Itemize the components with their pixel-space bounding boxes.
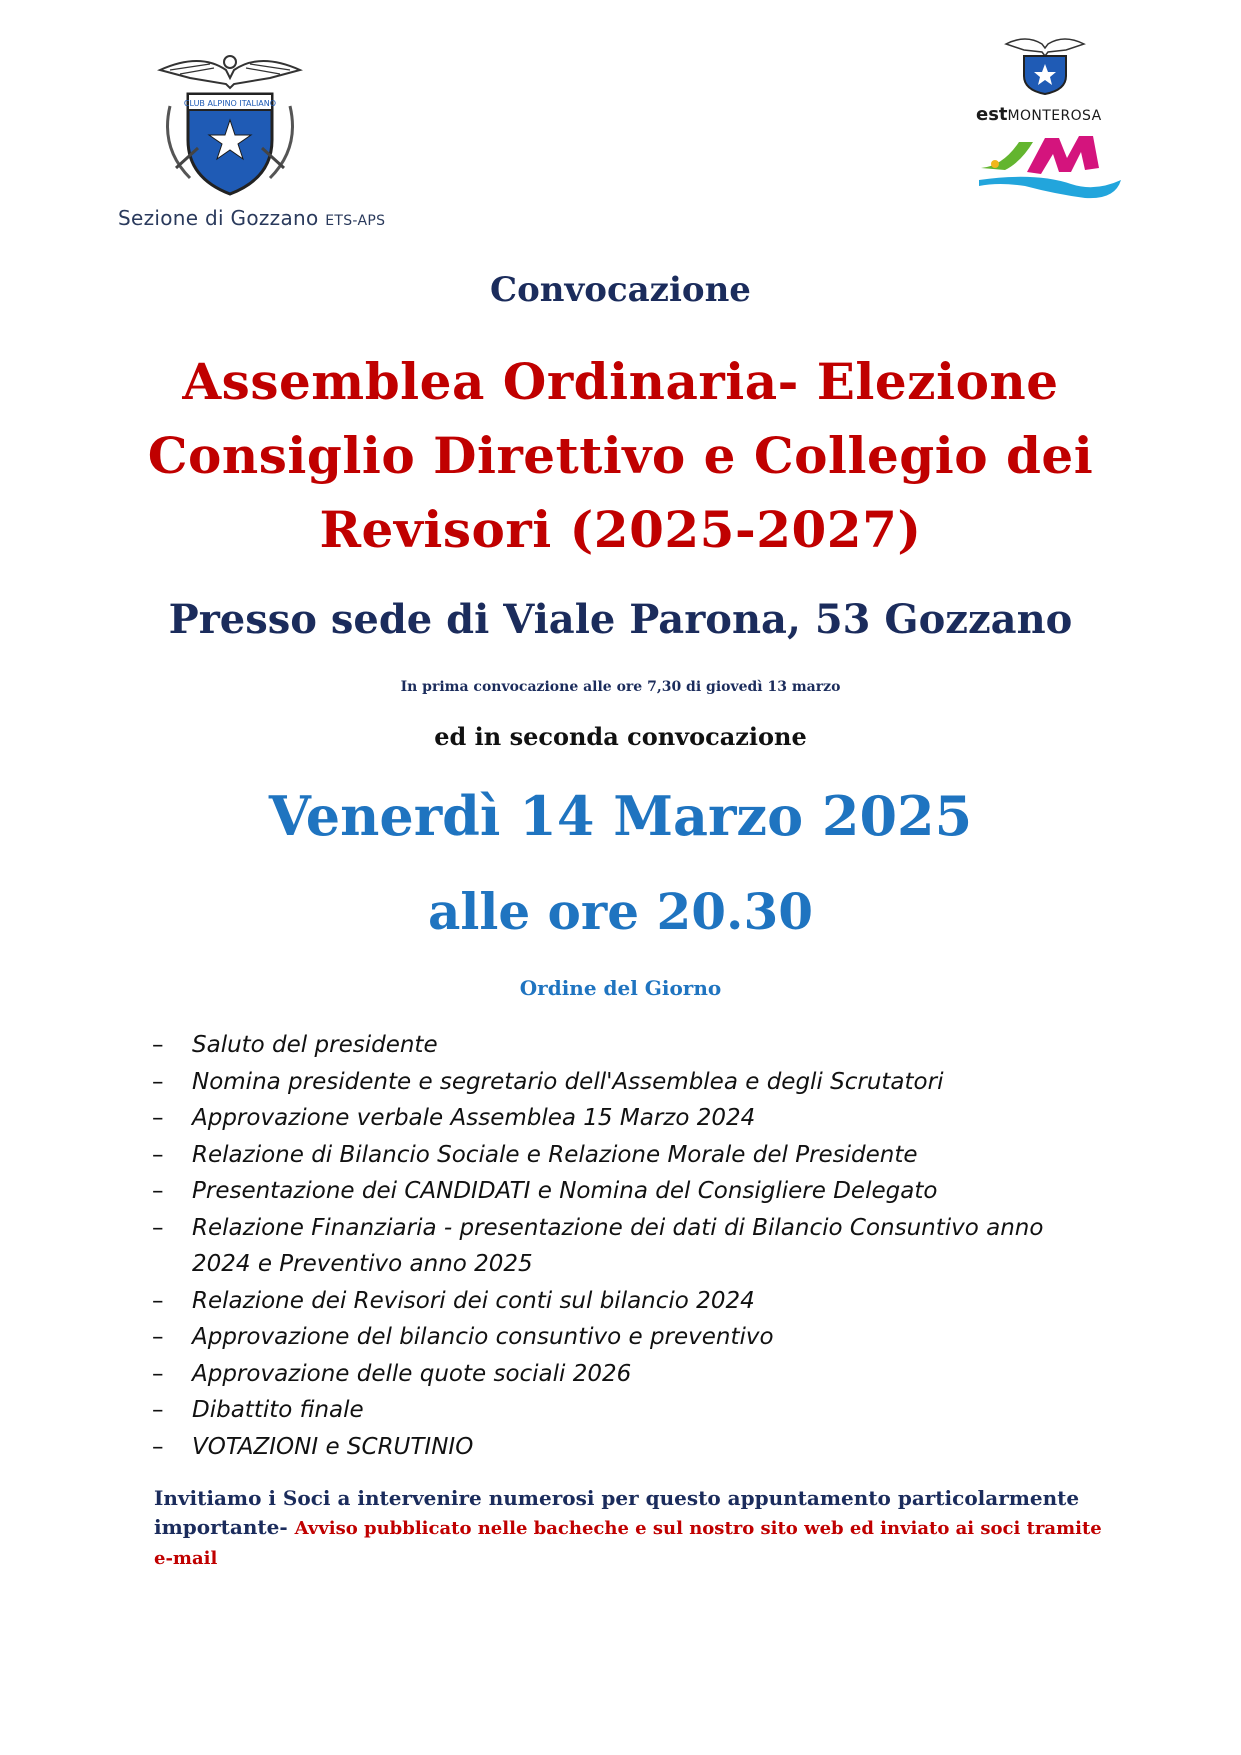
assembly-title-line-3: Revisori (2025-2027) xyxy=(319,500,922,559)
agenda-bullet: – xyxy=(152,1032,164,1058)
footer-notice-text: Avviso pubblicato nelle bacheche e sul nostro sito web ed inviato ai soci tramite e-mail xyxy=(154,1518,1102,1569)
est-monterosa-logo-icon xyxy=(975,128,1125,204)
agenda-bullet: – xyxy=(152,1287,164,1314)
agenda-bullet: – xyxy=(152,1105,164,1131)
agenda-item-text: Approvazione delle quote sociali 2026 xyxy=(192,1360,632,1387)
agenda-item-text: Presentazione dei CANDIDATI e Nomina del Consigliere Delegato xyxy=(192,1178,938,1204)
agenda-list xyxy=(152,1027,1092,1465)
first-call-notice: In prima convocazione alle ore 7,30 di giovedì 13 marzo xyxy=(400,679,841,695)
agenda-item xyxy=(152,1064,1092,1101)
agenda-bullet: – xyxy=(152,1397,164,1423)
agenda-bullet: – xyxy=(152,1433,164,1460)
footer-invitation xyxy=(154,1484,1114,1573)
agenda-item-text: Approvazione verbale Assemblea 15 Marzo 2024 xyxy=(192,1105,756,1131)
cai-emblem-text: CLUB ALPINO ITALIANO xyxy=(183,99,277,108)
agenda-item-text: Relazione dei Revisori dei conti sul bilancio 2024 xyxy=(192,1287,755,1314)
agenda-title: Ordine del Giorno xyxy=(519,976,722,1000)
agenda-item xyxy=(152,1356,1092,1393)
agenda-item-text: VOTAZIONI e SCRUTINIO xyxy=(192,1433,474,1460)
meeting-date: Venerdì 14 Marzo 2025 xyxy=(268,784,973,848)
section-name xyxy=(118,206,385,230)
section-suffix: ETS-APS xyxy=(325,213,386,229)
agenda-bullet: – xyxy=(152,1360,164,1387)
meeting-time: alle ore 20.30 xyxy=(427,882,814,941)
agenda-bullet: – xyxy=(152,1141,164,1168)
agenda-item-text: Relazione di Bilancio Sociale e Relazione Morale del Presidente xyxy=(192,1141,918,1168)
agenda-item-text: Nomina presidente e segretario dell'Assemblea e degli Scrutatori xyxy=(192,1068,944,1095)
second-call-notice: ed in seconda convocazione xyxy=(434,722,807,751)
assembly-title-line-2: Consiglio Direttivo e Collegio dei xyxy=(147,426,1094,485)
agenda-item xyxy=(152,1392,1092,1429)
est-wordmark-monterosa: MONTEROSA xyxy=(1007,108,1102,124)
agenda-item xyxy=(152,1100,1092,1137)
agenda-item xyxy=(152,1027,1092,1064)
agenda-item xyxy=(152,1210,1092,1283)
agenda-bullet: – xyxy=(152,1178,164,1204)
agenda-bullet: – xyxy=(152,1214,164,1241)
section-name-text: Sezione di Gozzano xyxy=(118,206,319,230)
agenda-item xyxy=(152,1137,1092,1174)
cai-eagle-emblem-icon xyxy=(150,48,310,198)
footer-invite-text: Invitiamo i Soci a intervenire numerosi per questo appuntamento particolarmente importante- xyxy=(154,1486,1080,1539)
est-monterosa-wordmark xyxy=(976,104,1102,125)
agenda-item-text: Saluto del presidente xyxy=(192,1032,438,1058)
agenda-item xyxy=(152,1429,1092,1466)
agenda-item xyxy=(152,1283,1092,1320)
heading-convocazione: Convocazione xyxy=(490,270,751,310)
agenda-item-text: Dibattito finale xyxy=(192,1397,364,1423)
meeting-location: Presso sede di Viale Parona, 53 Gozzano xyxy=(168,596,1073,643)
est-wordmark-est: est xyxy=(976,104,1008,125)
assembly-title-line-1: Assemblea Ordinaria- Elezione xyxy=(182,352,1059,411)
assembly-title xyxy=(0,345,1241,567)
agenda-item-text: Approvazione del bilancio consuntivo e preventivo xyxy=(192,1324,774,1350)
agenda-item xyxy=(152,1173,1092,1210)
agenda-bullet: – xyxy=(152,1068,164,1095)
agenda-item xyxy=(152,1319,1092,1356)
agenda-bullet: – xyxy=(152,1324,164,1350)
agenda-item-text: Relazione Finanziaria - presentazione dei dati di Bilancio Consuntivo anno 2024 e Preventivo anno 2025 xyxy=(192,1214,1044,1277)
cai-small-emblem-icon xyxy=(1002,32,1088,96)
